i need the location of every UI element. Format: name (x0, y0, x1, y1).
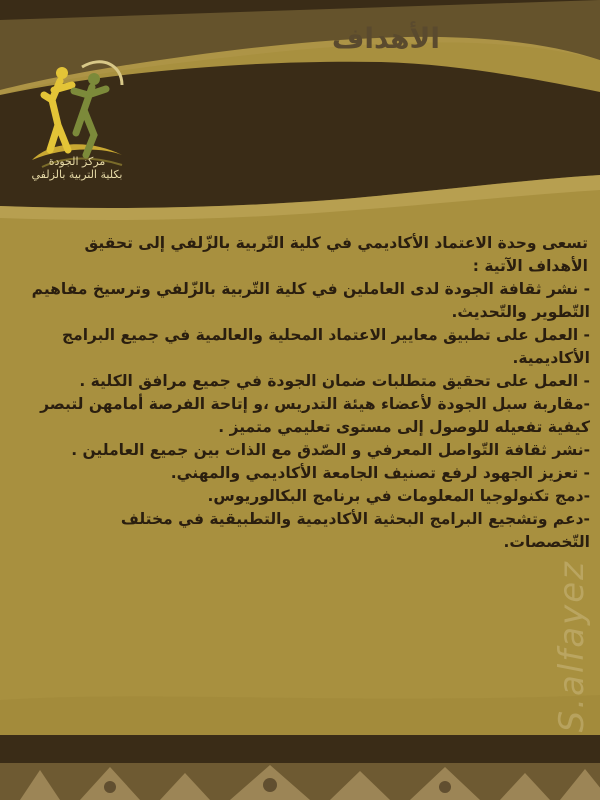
objective-item: -نشر ثقافة التّواصل المعرفي و الصّدق مع الذات بين جميع العاملين . (71, 441, 590, 459)
objectives-content (30, 232, 590, 554)
objectives-intro: تسعى وحدة الاعتماد الأكاديمي في كلية التّربية بالزّلفي إلى تحقيق الأهداف الآتية : (84, 234, 588, 275)
page-title: الأهداف (331, 22, 440, 55)
objective-item: - تعزيز الجهود لرفع تصنيف الجامعة الأكاديمي والمهني. (170, 464, 590, 482)
footer-ornament-icon (0, 735, 600, 800)
footer-band (0, 735, 600, 800)
watermark: S.alfayez (552, 560, 592, 733)
objective-item: -دعم وتشجيع البرامج البحثية الأكاديمية والتطبيقية في مختلف التّخصصات. (120, 510, 590, 551)
objective-item: - العمل على تطبيق معايير الاعتماد المحلية والعالمية في جميع البرامج الأكاديمية. (61, 326, 590, 367)
logo-text (22, 155, 132, 181)
logo-line-1: مركز الجودة (48, 155, 106, 168)
objective-item: -مقاربة سبل الجودة لأعضاء هيئة التدريس ،و إتاحة الفرصة أمامهن لتبصر كيفية تفعيله للوصول إلى مستوى تعليمي متميز . (40, 395, 590, 436)
objective-item: - نشر ثقافة الجودة لدى العاملين في كلية التّربية بالزّلفي وترسيخ مفاهيم التّطوير والتّحديث. (31, 280, 590, 321)
objective-item: -دمج تكنولوجيا المعلومات في برنامج البكالوريوس. (207, 487, 590, 505)
logo-line-2: بكلية التربية بالزلفي (31, 168, 123, 181)
objective-item: - العمل على تحقيق متطلبات ضمان الجودة في جميع مرافق الكلية . (79, 372, 590, 390)
